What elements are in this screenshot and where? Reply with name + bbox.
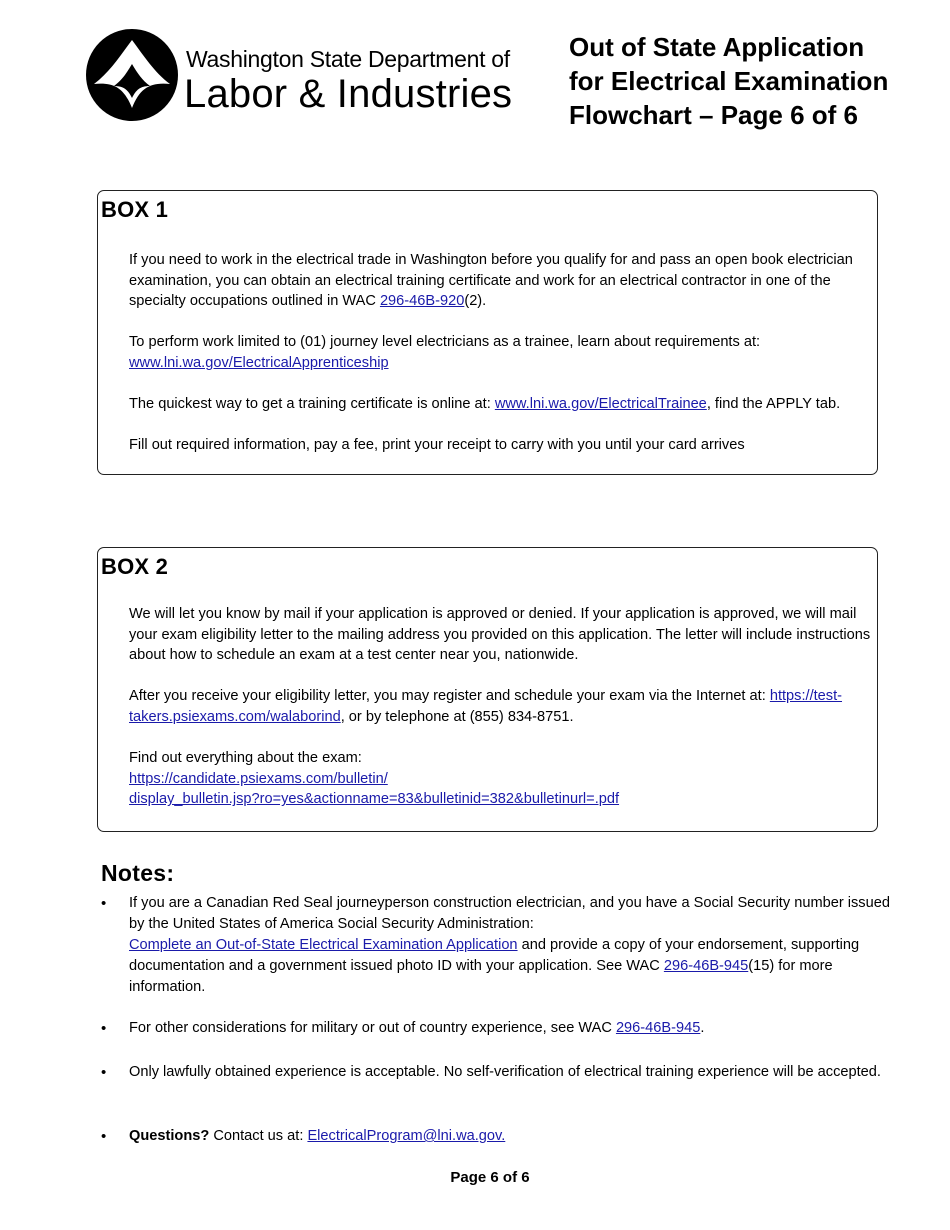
lni-emblem-icon <box>84 28 180 122</box>
document-title <box>569 30 939 132</box>
title-line3: Flowchart – Page 6 of 6 <box>569 100 858 130</box>
note2-suffix: . <box>700 1020 705 1036</box>
note-item-1 <box>101 893 901 998</box>
note1-text <box>129 893 901 998</box>
note-item-3 <box>101 1062 901 1083</box>
note1-mid: and provide a copy of your endorsement, supporting documentation and a government issued photo ID with your application. See WAC <box>129 937 860 974</box>
oos-application-link[interactable]: Complete an Out-of-State Electrical Examination Application <box>129 937 518 953</box>
box-1 <box>97 190 878 475</box>
note-item-4 <box>101 1126 901 1147</box>
bullet-icon: • <box>101 895 107 912</box>
box1-p2-text: To perform work limited to (01) journey level electricians as a trainee, learn about requirements at: <box>129 334 761 351</box>
apprenticeship-link[interactable]: www.lni.wa.gov/ElectricalApprenticeship <box>129 354 389 371</box>
note-item-2 <box>101 1018 901 1039</box>
box1-p3-text: The quickest way to get a training certificate is online at: <box>129 395 495 412</box>
box2-heading: BOX 2 <box>101 554 169 579</box>
note3-text: Only lawfully obtained experience is acceptable. No self-verification of electrical training experience will be accepted. <box>129 1064 881 1080</box>
page-footer: Page 6 of 6 <box>450 1169 530 1186</box>
box2-p2-text: After you receive your eligibility letter, you may register and schedule your exam via the Internet at: <box>129 688 770 705</box>
box1-content <box>129 250 871 476</box>
box1-paragraph-2 <box>129 332 871 373</box>
psi-bulletin-link[interactable] <box>129 771 619 808</box>
bullet-icon: • <box>101 1020 107 1037</box>
note2-intro: For other considerations for military or out of country experience, see WAC <box>129 1020 616 1036</box>
box1-paragraph-3 <box>129 394 871 415</box>
bullet-icon: • <box>101 1064 107 1081</box>
email-link[interactable]: ElectricalProgram@lni.wa.gov. <box>307 1128 506 1144</box>
box2-content <box>129 604 871 830</box>
logo-line1: Washington State Department of <box>186 46 510 72</box>
box2-paragraph-2 <box>129 686 871 727</box>
box1-p1-text: If you need to work in the electrical trade in Washington before you qualify for and pass an open book electrician examination, you can obtain an electrical training certificate and work for an electrical contractor in one of the specialty occupations outlined in WAC <box>129 252 853 310</box>
wac-296-46b-945-link[interactable]: 296-46B-945 <box>663 958 749 974</box>
box-2 <box>97 547 878 832</box>
box1-p1-suffix: (2). <box>464 293 487 310</box>
note1-suffix: (15) for more information. <box>129 958 833 995</box>
notes-heading: Notes: <box>101 860 175 886</box>
note2-text <box>129 1018 901 1039</box>
wac-296-46b-920-link[interactable]: 296-46B-920 <box>379 293 465 310</box>
box1-p3-suffix: , find the APPLY tab. <box>706 395 841 412</box>
box1-heading: BOX 1 <box>101 197 169 222</box>
wac-296-46b-945-link-2[interactable]: 296-46B-945 <box>615 1020 701 1036</box>
trainee-link[interactable]: www.lni.wa.gov/ElectricalTrainee <box>494 395 707 412</box>
box2-p3-text: Find out everything about the exam: <box>129 749 362 766</box>
lni-logo <box>84 28 513 122</box>
note4-text <box>129 1126 901 1147</box>
title-line1: Out of State Application <box>569 32 865 62</box>
box1-paragraph-4: Fill out required information, pay a fee, print your receipt to carry with you until your card arrives <box>129 437 745 454</box>
box2-paragraph-3 <box>129 748 871 810</box>
psi-bulletin-link-line2: display_bulletin.jsp?ro=yes&actionname=83&bulletinid=382&bulletinurl=.pdf <box>129 791 620 808</box>
logo-line2: Labor & Industries <box>184 72 513 116</box>
note4-intro: Contact us at: <box>209 1128 308 1144</box>
questions-label: Questions? <box>129 1128 210 1144</box>
box1-paragraph-1 <box>129 250 871 312</box>
title-line2: for Electrical Examination <box>569 66 889 96</box>
psi-test-takers-link[interactable]: https://test-takers.psiexams.com/walaborind <box>129 688 843 725</box>
note1-intro: If you are a Canadian Red Seal journeyperson construction electrician, and you have a Social Security number issued by the United States of America Social Security Administration: <box>129 895 890 932</box>
psi-bulletin-link-line1: https://candidate.psiexams.com/bulletin/ <box>129 770 388 787</box>
box2-p2-suffix: , or by telephone at (855) 834-8751. <box>340 708 574 725</box>
bullet-icon: • <box>101 1128 107 1145</box>
box2-paragraph-1: We will let you know by mail if your application is approved or denied. If your application is approved, we will mail your exam eligibility letter to the mailing address you provided on this application. The letter will include instructions about how to schedule an exam at a test center near you, nationwide. <box>129 606 871 664</box>
